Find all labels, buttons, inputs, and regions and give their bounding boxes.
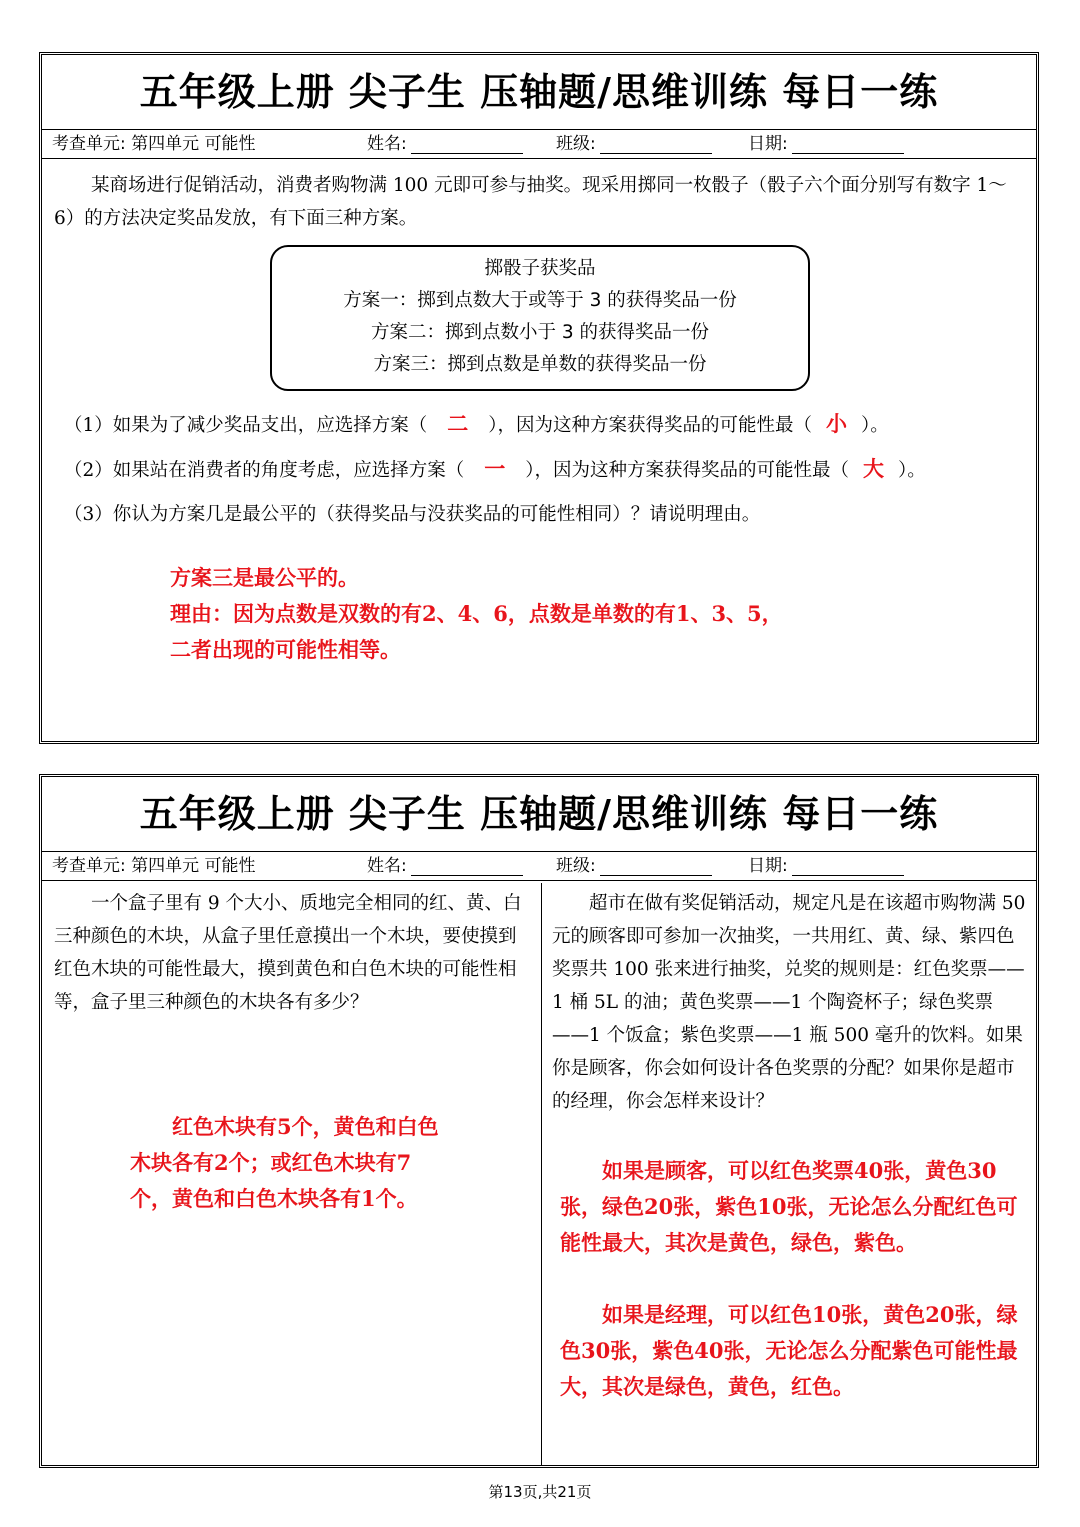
question-3: （3）你认为方案几是最公平的（获得奖品与没获奖品的可能性相同）？请说明理由。	[64, 504, 761, 525]
answer-q3: 方案三是最公平的。 理由：因为点数是双数的有2、4、6，点数是单数的有1、3、5， 二者出现的可能性相等。	[170, 565, 783, 662]
name-field[interactable]: 姓名:	[367, 130, 523, 158]
unit-label: 考查单元: 第四单元 可能性	[52, 856, 256, 876]
page-title: 五年级上册 尖子生 压轴题/思维训练 每日一练	[42, 777, 1036, 852]
plan-1: 方案一：掷到点数大于或等于 3 的获得奖品一份	[343, 290, 737, 311]
info-bar	[42, 852, 1036, 881]
question-2: （2）如果站在消费者的角度考虑，应选择方案（ 一 ），因为这种方案获得奖品的可能性最（ 大 ）。	[64, 456, 926, 481]
worksheet-card-1	[39, 52, 1039, 744]
plan-2: 方案二：掷到点数小于 3 的获得奖品一份	[370, 322, 710, 343]
problem2-left-answer: 红色木块有5个，黄色和白色木块各有2个；或红色木块有7个，黄色和白色木块各有1个。	[130, 1114, 439, 1211]
worksheet-card-2	[39, 774, 1039, 1468]
question-1: （1）如果为了减少奖品支出，应选择方案（ 二 ），因为这种方案获得奖品的可能性最（ 小 ）。	[64, 411, 889, 436]
answer-q2-plan: 一	[484, 456, 506, 481]
date-field[interactable]: 日期:	[748, 852, 904, 880]
problem1-intro: 某商场进行促销活动，消费者购物满 100 元即可参与抽奖。现采用掷同一枚骰子（骰子六个面分别写有数字 1～6）的方法决定奖品发放，有下面三种方案。	[54, 175, 1007, 229]
problem2-right-answer-customer: 如果是顾客，可以红色奖票40张，黄色30张，绿色20张，紫色10张，无论怎么分配红色可能性最大，其次是黄色，绿色，紫色。	[560, 1158, 1018, 1255]
problem2-left-text: 一个盒子里有 9 个大小、质地完全相同的红、黄、白三种颜色的木块，从盒子里任意摸出一个木块，要使摸到红色木块的可能性最大，摸到黄色和白色木块的可能性相等，盒子里三种颜色的木块各有多少？	[54, 893, 522, 1013]
dice-plan-box	[270, 245, 810, 391]
unit-label: 考查单元: 第四单元 可能性	[52, 134, 256, 154]
column-divider	[541, 883, 542, 1465]
class-field[interactable]: 班级:	[556, 852, 712, 880]
problem2-right-text: 超市在做有奖促销活动，规定凡是在该超市购物满 50 元的顾客即可参加一次抽奖，一共用红、黄、绿、紫四色奖票共 100 张来进行抽奖，兑奖的规则是：红色奖票——1 桶 5L 的油；黄色奖票——1 个陶瓷杯子；绿色奖票——1 个饭盒；紫色奖票——1 瓶 500 毫升的饮料。如果你是顾客，你会如何设计各色奖票的分配？如果你是超市的经理，你会怎样来设计？	[552, 893, 1026, 1112]
plan-3: 方案三：掷到点数是单数的获得奖品一份	[373, 354, 707, 375]
problem2-right-answer-manager: 如果是经理，可以红色10张，黄色20张，绿色30张，紫色40张，无论怎么分配紫色可能性最大，其次是绿色，黄色，红色。	[560, 1302, 1018, 1399]
class-field[interactable]: 班级:	[556, 130, 712, 158]
page-number: 第13页,共21页	[488, 1483, 592, 1501]
dice-box-title: 掷骰子获奖品	[484, 258, 596, 279]
answer-q1-plan: 二	[447, 411, 469, 436]
page-title: 五年级上册 尖子生 压轴题/思维训练 每日一练	[42, 55, 1036, 130]
answer-q1-possibility: 小	[826, 411, 848, 436]
info-bar	[42, 130, 1036, 159]
answer-q2-possibility: 大	[863, 456, 885, 481]
date-field[interactable]: 日期:	[748, 130, 904, 158]
name-field[interactable]: 姓名:	[367, 852, 523, 880]
